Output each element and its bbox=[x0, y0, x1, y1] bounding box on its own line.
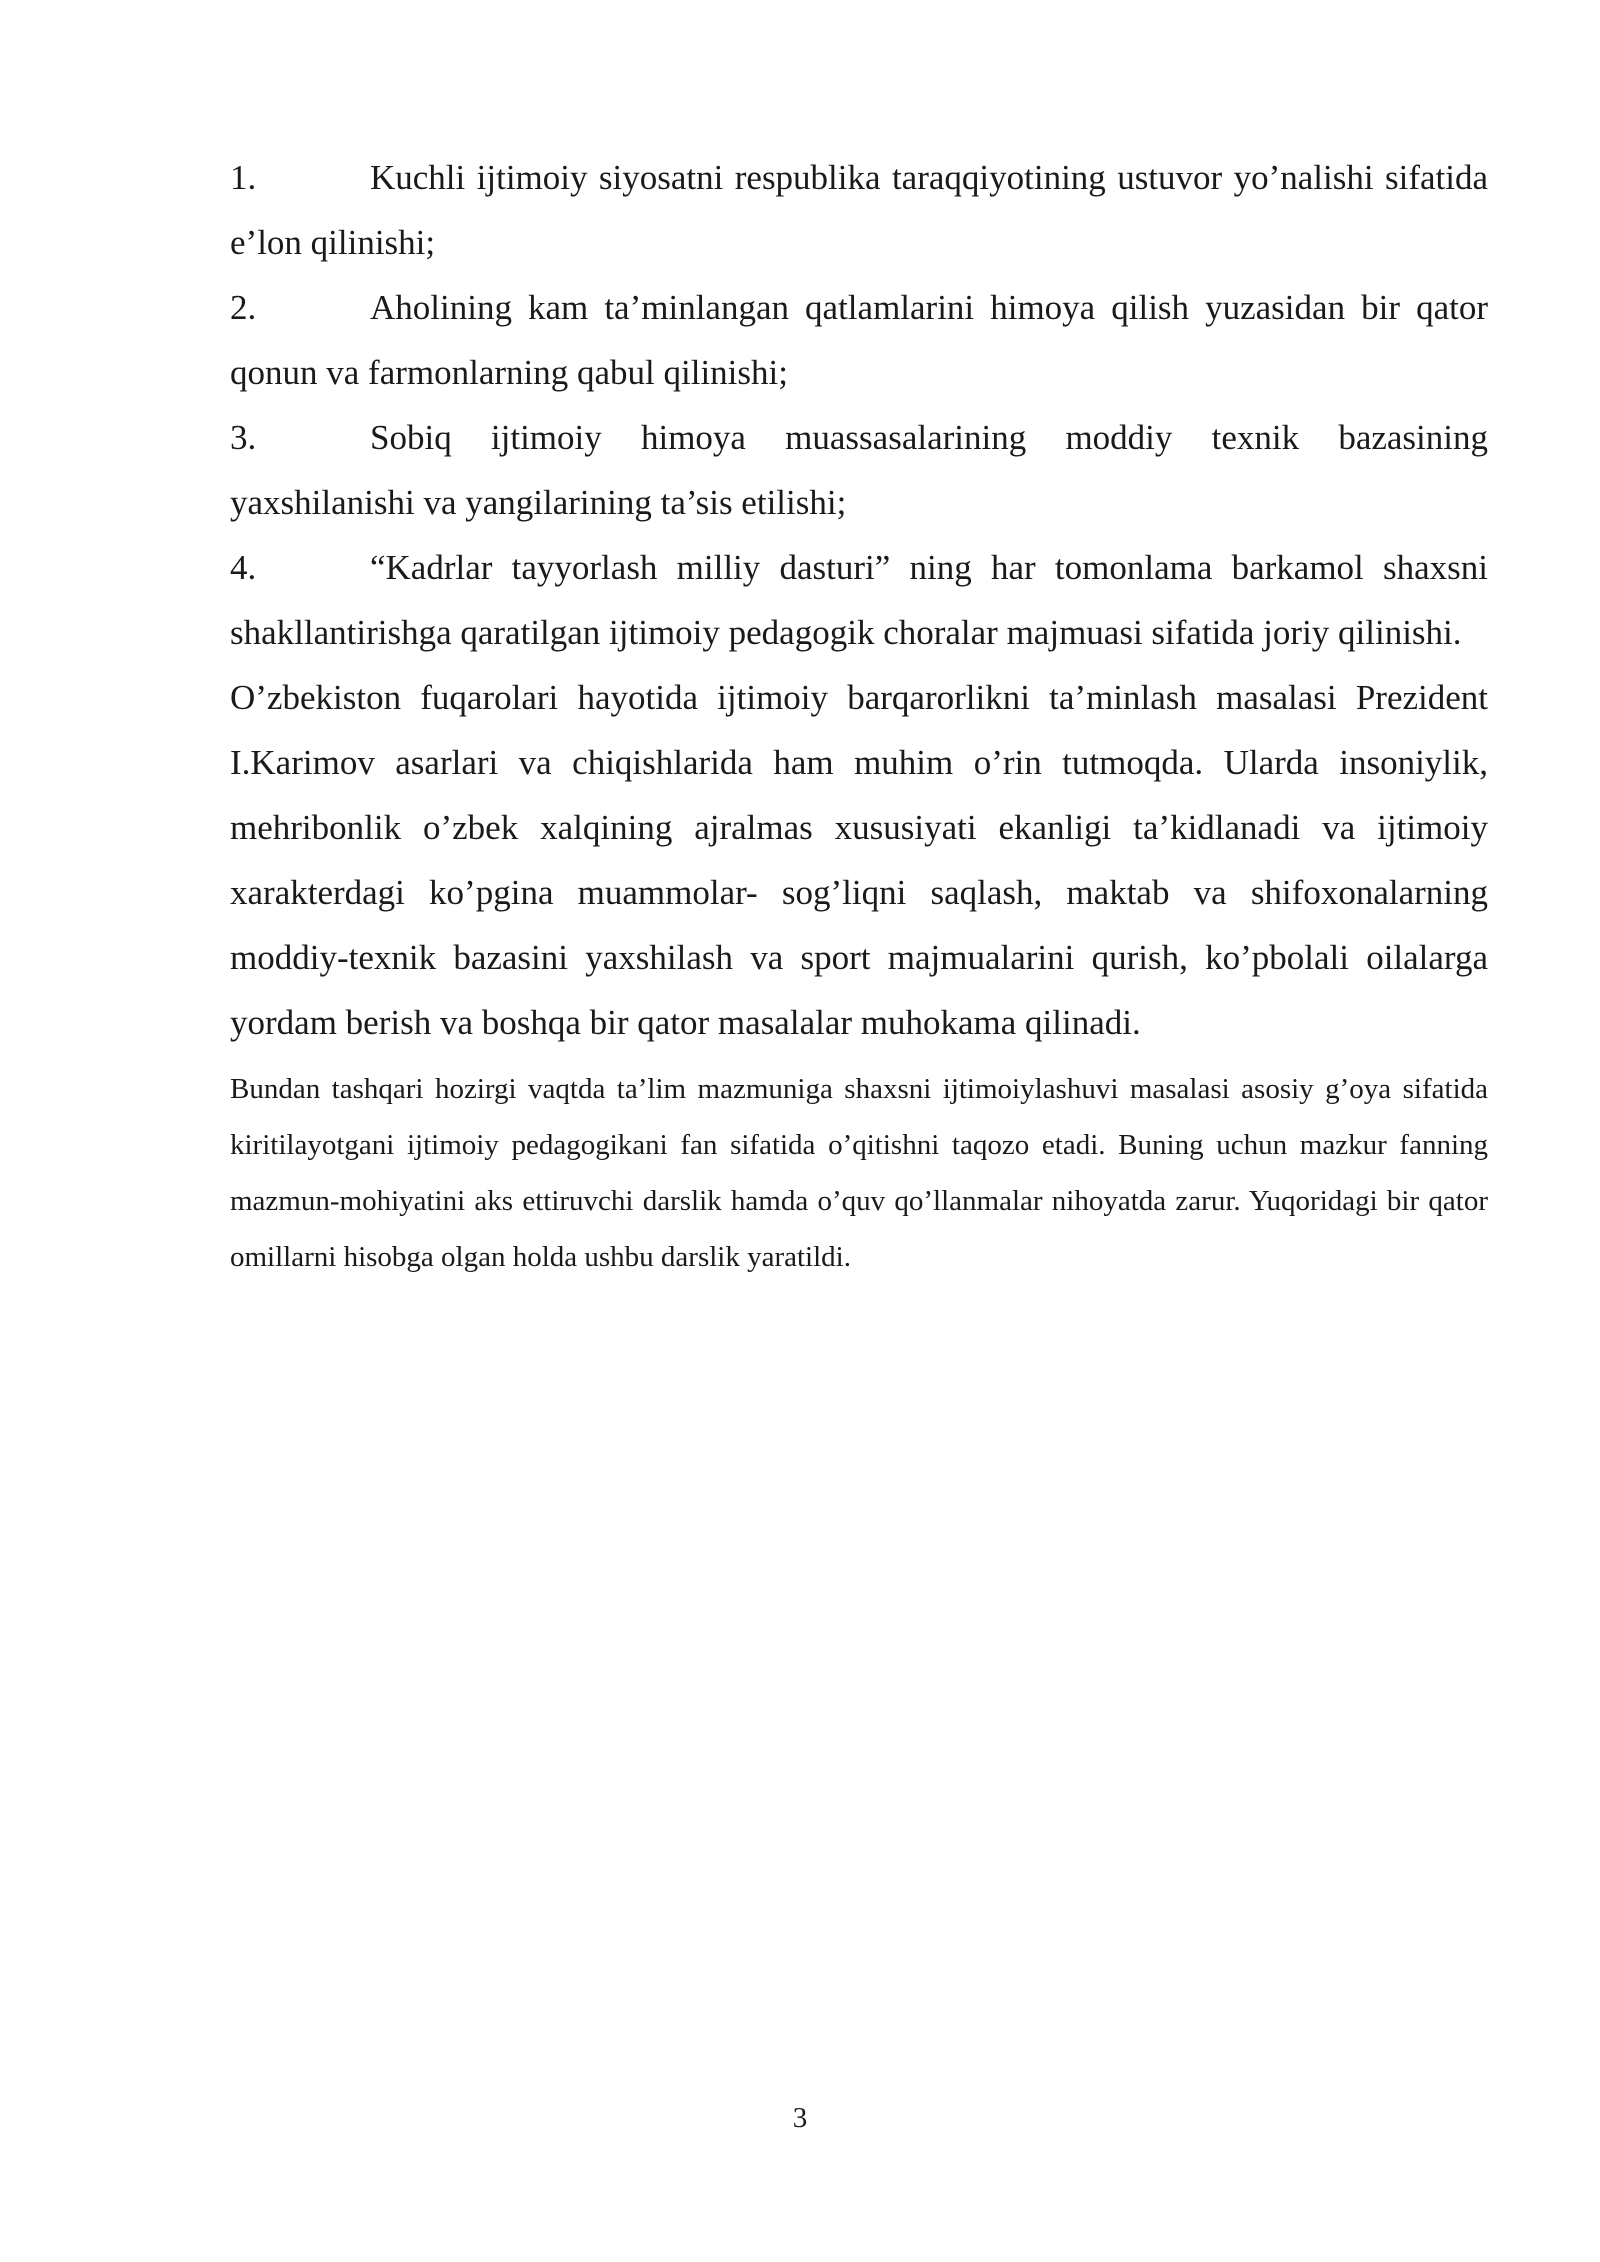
body-paragraph: O’zbekiston fuqarolari hayotida ijtimoiy barqarorlikni ta’minlash masalasi Prezident I.Karimov asarlari va chiqishlarida ham muhim o’rin tutmoqda. Ularda insoniylik, mehribonlik o’zbek xalqining ajralmas xususiyati ekanligi ta’kidlanadi va ijtimoiy xarakterdagi ko’pgina muammolar- sog’liqni saqlash, maktab va shifoxonalarning moddiy-texnik bazasini yaxshilash va sport majmualarini qurish, ko’pbolali oilalarga yordam berish va boshqa bir qator masalalar muhokama qilinadi. bbox=[230, 678, 1488, 1042]
list-item-text: Aholining kam ta’minlangan qatlamlarini himoya qilish yuzasidan bir qator qonun va farmonlarning qabul qilinishi; bbox=[230, 288, 1488, 392]
list-item bbox=[230, 275, 1488, 405]
page-number: 3 bbox=[792, 2102, 808, 2134]
list-item-number: 3. bbox=[230, 418, 257, 457]
list-item-number: 2. bbox=[230, 288, 257, 327]
page-content bbox=[230, 145, 1488, 1285]
list-item bbox=[230, 405, 1488, 535]
list-item-text: Sobiq ijtimoiy himoya muassasalarining moddiy texnik bazasining yaxshilanishi va yangilarining ta’sis etilishi; bbox=[230, 418, 1488, 522]
list-item-number: 4. bbox=[230, 548, 257, 587]
list-item bbox=[230, 145, 1488, 275]
body-paragraph-small: Bundan tashqari hozirgi vaqtda ta’lim mazmuniga shaxsni ijtimoiylashuvi masalasi asosiy g’oya sifatida kiritilayotgani ijtimoiy pedagogikani fan sifatida o’qitishni taqozo etadi. Buning uchun mazkur fanning mazmun-mohiyatini aks ettiruvchi darslik hamda o’quv qo’llanmalar nihoyatda zarur. Yuqoridagi bir qator omillarni hisobga olgan holda ushbu darslik yaratildi. bbox=[230, 1073, 1488, 1273]
list-item-text: “Kadrlar tayyorlash milliy dasturi” ning har tomonlama barkamol shaxsni shakllantirishga qaratilgan ijtimoiy pedagogik choralar majmuasi sifatida joriy qilinishi. bbox=[230, 548, 1488, 652]
list-item-number: 1. bbox=[230, 158, 257, 197]
list-item bbox=[230, 535, 1488, 665]
list-item-text: Kuchli ijtimoiy siyosatni respublika taraqqiyotining ustuvor yo’nalishi sifatida e’lon qilinishi; bbox=[230, 158, 1488, 262]
